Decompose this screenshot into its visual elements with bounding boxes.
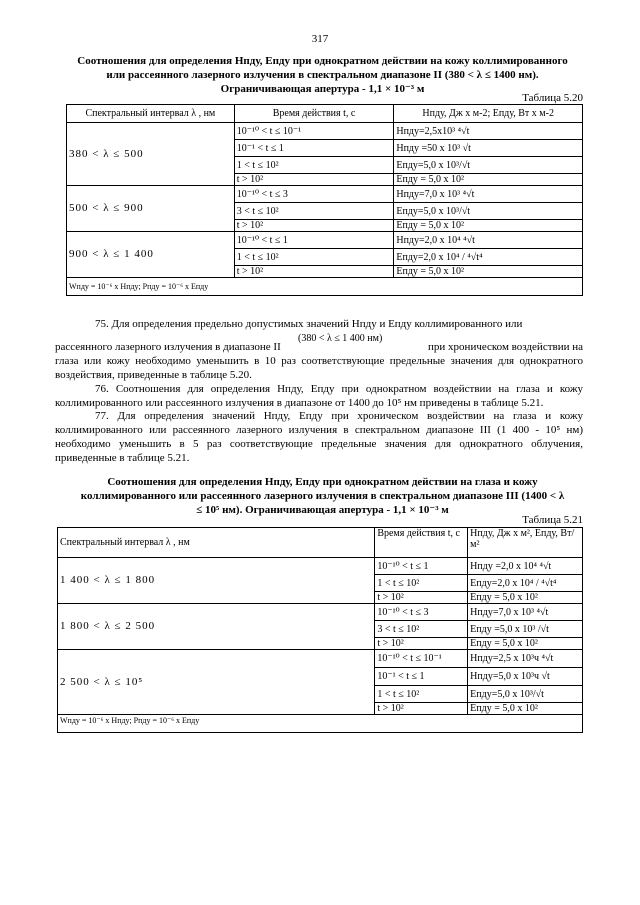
table-footer: Wпду = 10⁻⁶ x Hпду; Pпду = 10⁻⁶ x Eпду	[67, 278, 583, 296]
table1-title-line: Соотношения для определения Hпду, Eпду при однократном действии на кожу коллимированного	[77, 55, 568, 67]
paragraph-text: 75. Для определения предельно допустимых значений Hпду и Eпду коллимированного или	[95, 318, 523, 330]
value-cell: Eпду = 5,0 x 10²	[394, 220, 583, 232]
value-cell: Eпду = 5,0 x 10²	[394, 266, 583, 278]
table1-label: Таблица 5.20	[522, 92, 583, 104]
range-note: (380 < λ ≤ 1 400 нм)	[298, 333, 383, 344]
time-cell: 10⁻¹⁰ < t ≤ 1	[375, 558, 468, 575]
table2-title-line: Соотношения для определения Hпду, Eпду при однократном действии на глаза и кожу	[107, 476, 538, 488]
paragraph-line	[55, 317, 583, 331]
interval-cell: 1 800 < λ ≤ 2 500	[58, 604, 375, 650]
value-cell: Hпду=2,0 x 10⁴ ⁴√t	[394, 232, 583, 249]
value-cell: Eпду=2,0 x 10⁴ / ⁴√t⁴	[468, 575, 583, 592]
paragraph-75	[55, 317, 583, 331]
value-cell: Eпду=5,0 x 10³/√t	[468, 686, 583, 703]
table-5-20	[66, 104, 583, 296]
time-cell: t > 10²	[234, 174, 394, 186]
table1-title-line: Ограничивающая апертура - 1,1 × 10⁻³ м	[220, 83, 425, 95]
header-interval: Спектральный интервал λ , нм	[67, 105, 235, 123]
time-cell: t > 10²	[375, 638, 468, 650]
time-cell: 1 < t ≤ 10²	[234, 249, 394, 266]
time-cell: t > 10²	[375, 703, 468, 715]
value-cell: Eпду = 5,0 x 10²	[468, 592, 583, 604]
interval-cell: 1 400 < λ ≤ 1 800	[58, 558, 375, 604]
table2-title-line: коллимированного или рассеянного лазерного излучения в спектральном диапазоне III (1400 < λ	[80, 490, 565, 502]
value-cell: Hпду=2,5 x 10³ч ⁴√t	[468, 650, 583, 668]
value-cell: Hпду =2,0 x 10⁴ ⁴√t	[468, 558, 583, 575]
table1-title	[55, 54, 590, 96]
time-cell: 1 < t ≤ 10²	[375, 686, 468, 703]
paragraph-text: глаза или кожу необходимо уменьшить в 10 раз соответствующие предельные значения для однократного воздействия, приведенные в таблице 5.20.	[55, 355, 583, 381]
paragraph-75-cont	[55, 340, 583, 382]
time-cell: 10⁻¹⁰ < t ≤ 10⁻¹	[234, 123, 394, 140]
value-cell: Eпду = 5,0 x 10²	[468, 638, 583, 650]
time-cell: 1 < t ≤ 10²	[375, 575, 468, 592]
value-cell: Eпду=5,0 x 10³/√t	[394, 203, 583, 220]
value-cell: Eпду =5,0 x 10³ /√t	[468, 621, 583, 638]
paragraph-77: 77. Для определения значений Hпду, Eпду при хроническом воздействии на глаза и кожу коллимированного или рассеянного лазерного излучения в спектральном диапазоне III (1 400 - 10⁵ нм) необходимо уменьшить в 5 раз соответствующие предельные значения для однократного облучения, приведенные в таблице 5.21.	[55, 410, 583, 464]
table1-title-line: или рассеянного лазерного излучения в спектральном диапазоне II (380 < λ ≤ 1400 нм).	[106, 69, 539, 81]
paragraph-text: рассеянного лазерного излучения в диапазоне II	[55, 341, 281, 353]
time-cell: 3 < t ≤ 10²	[375, 621, 468, 638]
value-cell: Hпду=7,0 x 10³ ⁴√t	[394, 186, 583, 203]
table2-label: Таблица 5.21	[522, 514, 583, 526]
header-time: Время действия t, с	[375, 528, 468, 558]
header-interval: Спектральный интервал λ , нм	[58, 528, 375, 558]
value-cell: Hпду =50 x 10³ √t	[394, 140, 583, 157]
table-footer: Wпду = 10⁻⁶ x Hпду; Pпду = 10⁻⁶ x Eпду	[58, 715, 583, 733]
time-cell: t > 10²	[234, 266, 394, 278]
header-time: Время действия t, с	[234, 105, 394, 123]
value-cell: Eпду=5,0 x 10³/√t	[394, 157, 583, 174]
value-cell: Eпду=2,0 x 10⁴ / ⁴√t⁴	[394, 249, 583, 266]
value-cell: Hпду=7,0 x 10³ ⁴√t	[468, 604, 583, 621]
paragraph-76: 76. Соотношения для определения Hпду, Eпду при однократном воздействии на глаза и кожу коллимированного или рассеянного излучения в диапазоне от 1400 до 10⁵ нм приведены в таблице 5.21.	[55, 383, 583, 409]
value-cell: Hпду=2,5x10³ ⁴√t	[394, 123, 583, 140]
time-cell: 10⁻¹ < t ≤ 1	[375, 668, 468, 686]
time-cell: 10⁻¹ < t ≤ 1	[234, 140, 394, 157]
interval-cell: 500 < λ ≤ 900	[67, 186, 235, 232]
interval-cell: 380 < λ ≤ 500	[67, 123, 235, 186]
interval-cell: 900 < λ ≤ 1 400	[67, 232, 235, 278]
time-cell: t > 10²	[375, 592, 468, 604]
time-cell: 10⁻¹⁰ < t ≤ 1	[234, 232, 394, 249]
table2-title	[55, 475, 590, 517]
page-number: 317	[311, 33, 329, 45]
interval-cell: 2 500 < λ ≤ 10⁵	[58, 650, 375, 715]
time-cell: 1 < t ≤ 10²	[234, 157, 394, 174]
time-cell: 10⁻¹⁰ < t ≤ 3	[234, 186, 394, 203]
table2-title-line: ≤ 10⁵ нм). Ограничивающая апертура - 1,1 × 10⁻³ м	[196, 504, 449, 516]
paragraph-text: при хроническом воздействии на	[428, 341, 583, 353]
header-value: Hпду, Дж х м-2; Eпду, Вт х м-2	[394, 105, 583, 123]
paragraph-line	[55, 340, 583, 354]
time-cell: t > 10²	[234, 220, 394, 232]
time-cell: 10⁻¹⁰ < t ≤ 3	[375, 604, 468, 621]
value-cell: Eпду = 5,0 x 10²	[468, 703, 583, 715]
header-value: Hпду, Дж х м², Eпду, Вт/м²	[468, 528, 583, 558]
value-cell: Eпду = 5,0 x 10²	[394, 174, 583, 186]
table-5-21	[57, 527, 583, 733]
time-cell: 3 < t ≤ 10²	[234, 203, 394, 220]
value-cell: Hпду=5,0 x 10³ч √t	[468, 668, 583, 686]
time-cell: 10⁻¹⁰ < t ≤ 10⁻¹	[375, 650, 468, 668]
